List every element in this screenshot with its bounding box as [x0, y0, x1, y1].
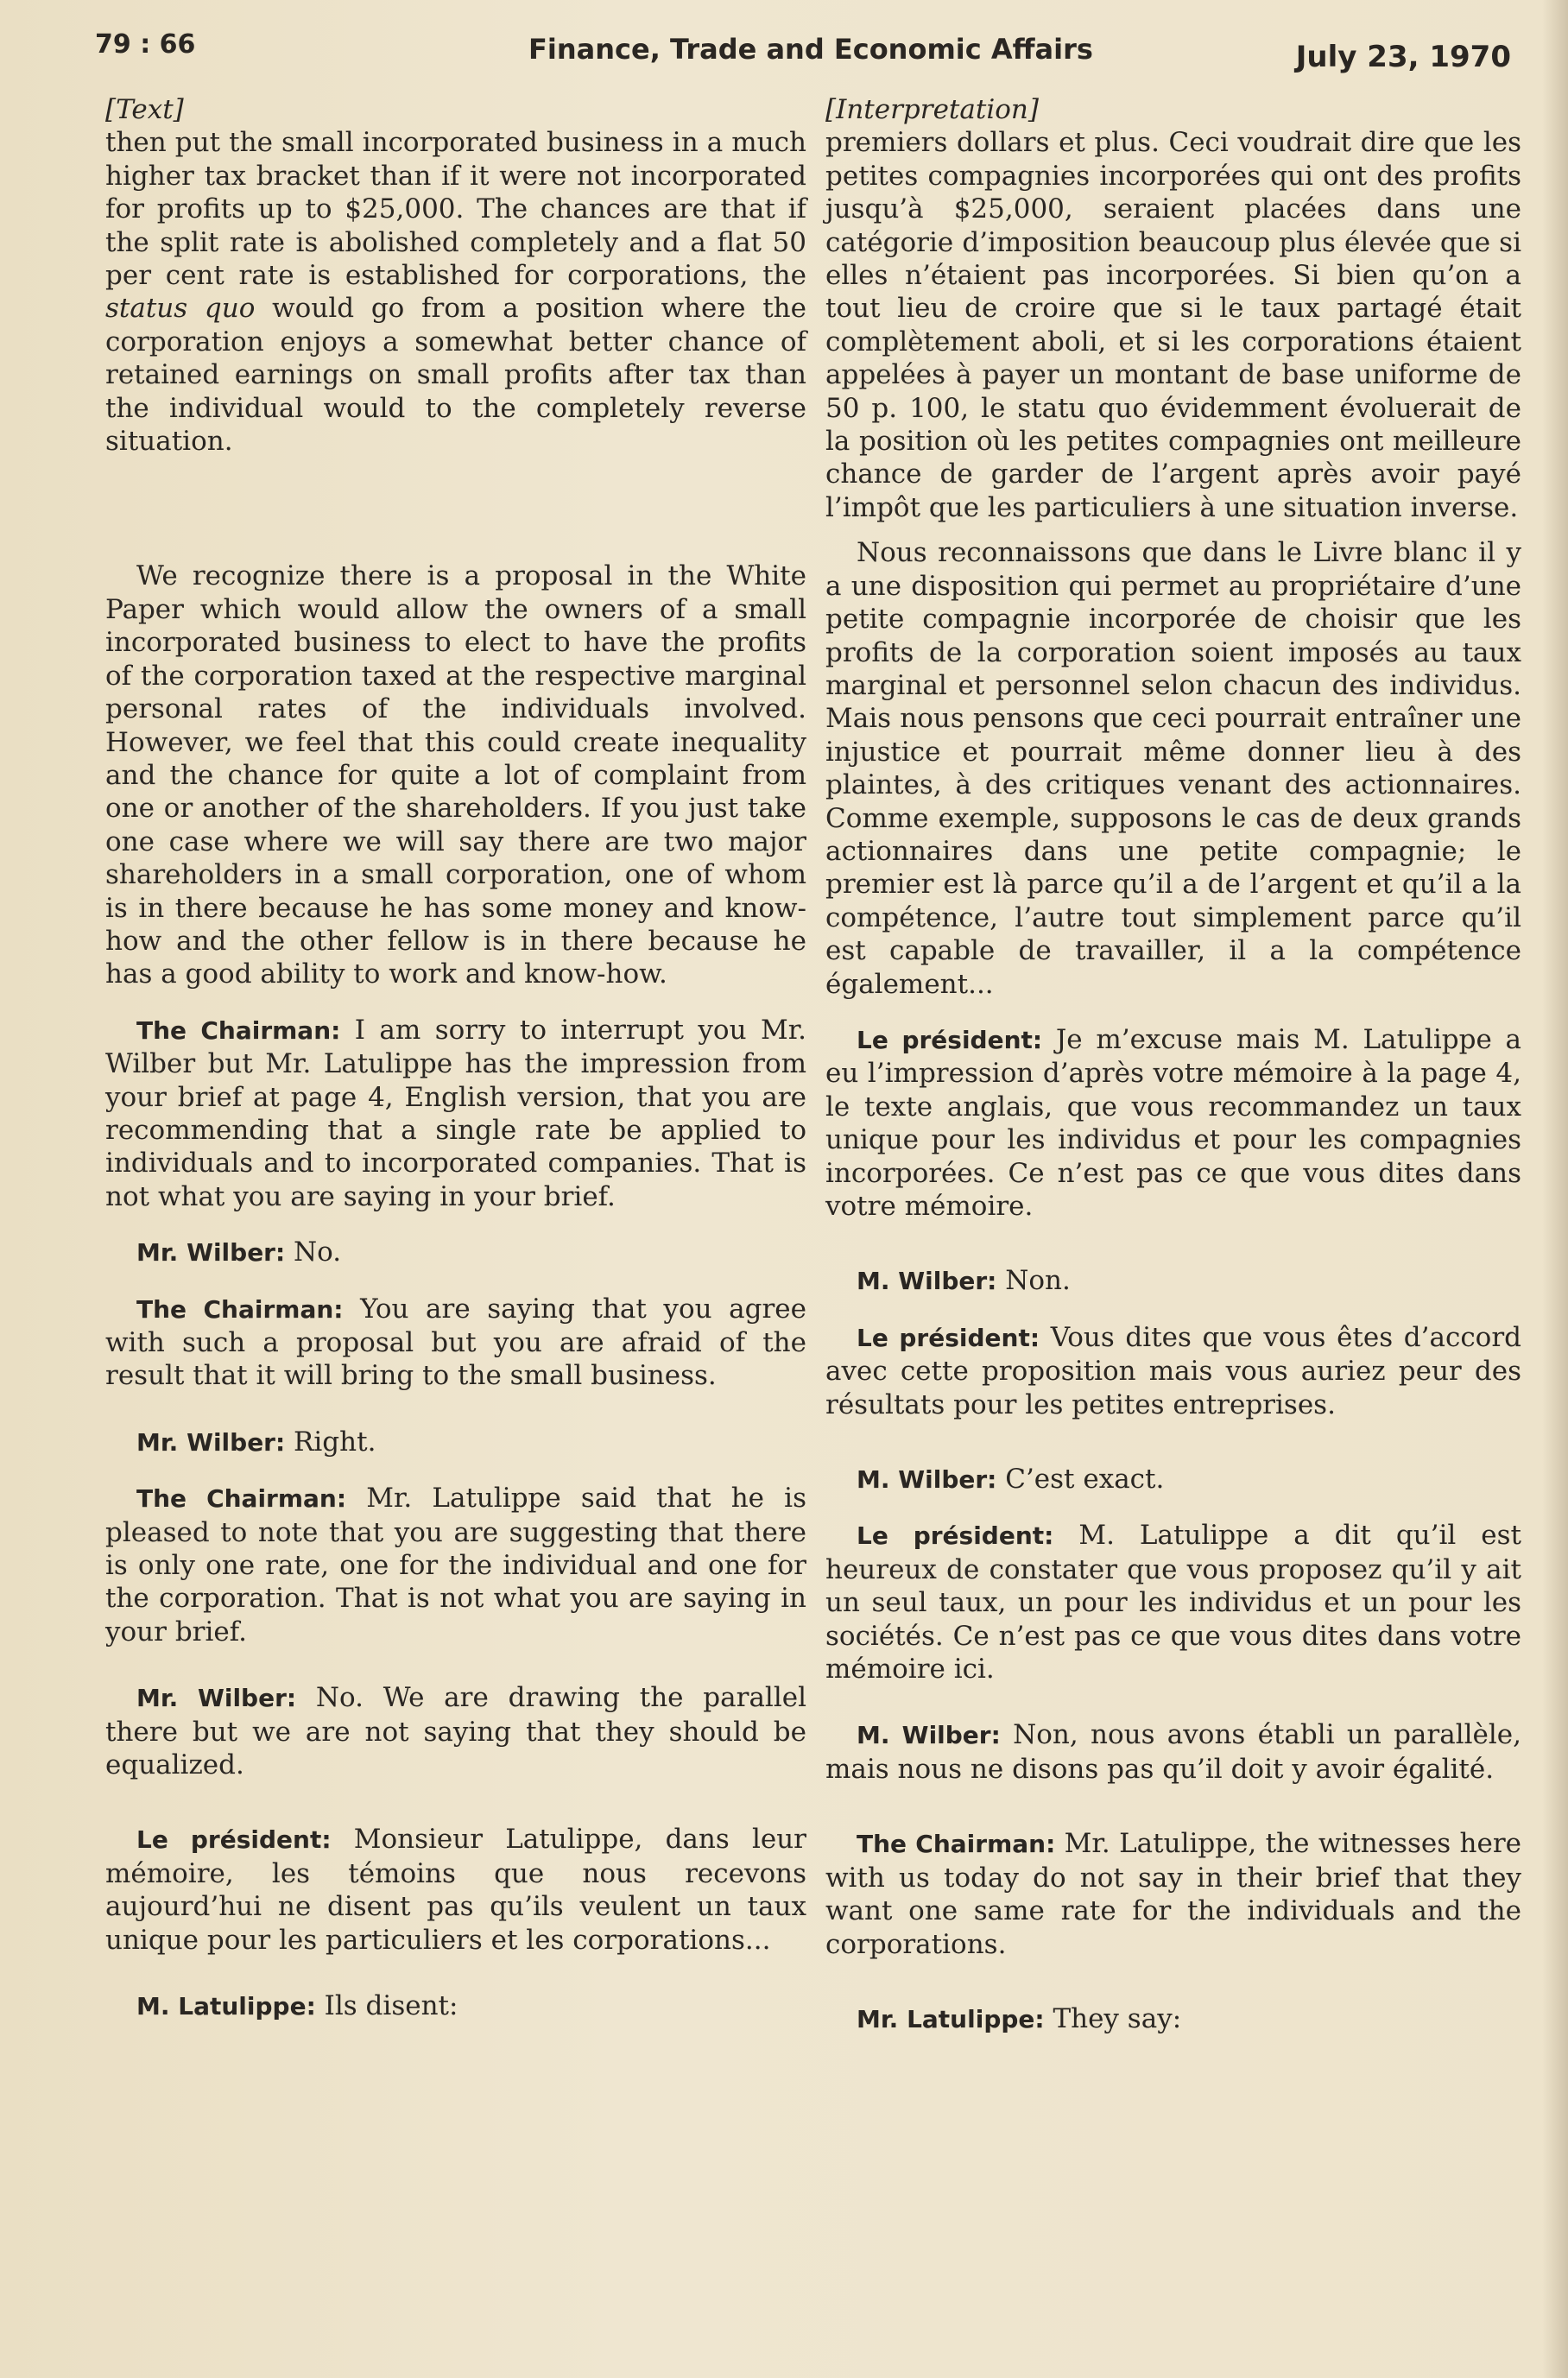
- english-column: [105, 93, 806, 2024]
- speech-8: [825, 2002, 1521, 2036]
- speech-text: Mr. Latulippe, the witnesses here with us today do not say in their brief that they want one same rate for the individuals and the corporations.: [825, 1828, 1521, 1960]
- speech-3: [105, 1293, 806, 1393]
- speech-5: [105, 1482, 806, 1648]
- speech-6: [105, 1681, 806, 1781]
- speaker: The Chairman:: [136, 1294, 344, 1324]
- speech-7: [825, 1827, 1521, 1961]
- speech-text: They say:: [1044, 2002, 1182, 2034]
- paragraph-2: Nous reconnaissons que dans le Livre blanc il y a une disposition qui permet au propriétaire d’une petite compagnie incorporée de choisir que les profits de la corporation soient imposés au taux marginal et personnel selon chacun des individus. Mais nous pensons que ceci pourrait entraîner une injustice et pourrait même donner lieu à des plaintes, à des critiques venant des actionnaires. Comme exemple, supposons le cas de deux grands actionnaires dans une petite compagnie; le premier est là parce qu’il a de l’argent et qu’il a la compétence, l’autre tout simplement parce qu’il est capable de travailler, il a la compétence également...: [825, 537, 1521, 1000]
- page-title: Finance, Trade and Economic Affairs: [528, 33, 1093, 66]
- speaker: Mr. Latulippe:: [857, 2004, 1045, 2033]
- speaker: M. Wilber:: [857, 1465, 997, 1495]
- paragraph-1: premiers dollars et plus. Ceci voudrait dire que les petites compagnies incorporées qui ont des profits jusqu’à $25,000, seraient placées dans une catégorie d’imposition beaucoup plus élevée que si elles n’étaient pas incorporées. Si bien qu’on a tout lieu de croire que si le taux partagé était complètement aboli, et si les corporations étaient appelées à payer un montant de base uniforme de 50 p. 100, le statu quo évidemment évoluerait de la position où les petites compagnies ont meilleure chance de garder de l’argent après avoir payé l’impôt que les particuliers à une situation inverse.: [825, 127, 1521, 523]
- speech-5: [825, 1519, 1521, 1685]
- page-number: 79 : 66: [95, 29, 196, 60]
- page-edge-shadow: [1542, 0, 1568, 2378]
- speech-3: [825, 1321, 1521, 1421]
- speaker: Le président:: [857, 1025, 1043, 1054]
- paragraph-1: [105, 126, 806, 458]
- speech-8: [105, 1989, 806, 2023]
- speech-text: You are saying that you agree with such a proposal but you are afraid of the result that it will bring to the small business.: [105, 1293, 806, 1392]
- speech-text: Mr. Latulippe said that he is pleased to note that you are suggesting that there is only one rate, one for the individual and one for the corporation. That is not what you are saying in your brief.: [105, 1483, 806, 1648]
- speaker: Mr. Wilber:: [136, 1684, 297, 1713]
- paragraph-2: We recognize there is a proposal in the White Paper which would allow the owners of a small incorporated business to elect to have the profits of the corporation taxed at the respective marginal personal rates of the individuals involved. However, we feel that this could create inequality and the chance for quite a lot of complaint from one or another of the shareholders. If you just take one case where we will say there are two major shareholders in a small corporation, one of whom is in there because he has some money and know-how and the other fellow is in there because he has a good ability to work and know-how.: [105, 560, 806, 990]
- speech-text: Monsieur Latulippe, dans leur mémoire, les témoins que nous recevons aujourd’hui ne disent pas qu’ils veulent un taux unique pour les particuliers et les corporations...: [105, 1824, 806, 1956]
- speaker: M. Latulippe:: [136, 1992, 316, 2021]
- speech-6: [825, 1718, 1521, 1786]
- speech-text: Ils disent:: [315, 1990, 458, 2022]
- speech-text: Right.: [285, 1426, 376, 1458]
- speaker: The Chairman:: [857, 1830, 1056, 1859]
- speaker: The Chairman:: [136, 1015, 341, 1045]
- speech-text: No.: [285, 1236, 342, 1268]
- speech-text: Non, nous avons établi un parallèle, mais nous ne disons pas qu’il doit y avoir égalité.: [825, 1719, 1521, 1785]
- speech-1: [825, 1023, 1521, 1223]
- paragraph-text: would go from a position where the corporation enjoys a somewhat better chance of retained earnings on small profits after tax than the individual would to the completely reverse situation.: [105, 293, 806, 458]
- speech-text: C’est exact.: [996, 1464, 1165, 1496]
- speaker: The Chairman:: [136, 1484, 347, 1514]
- speaker: M. Wilber:: [857, 1721, 1001, 1750]
- french-column: [825, 93, 1521, 2036]
- speech-2: [825, 1264, 1521, 1298]
- column-label-text: [Text]: [105, 94, 184, 125]
- speech-1: [105, 1014, 806, 1213]
- speech-text: Non.: [996, 1265, 1071, 1297]
- paragraph-text: then put the small incorporated business in a much higher tax bracket than if it were not incorporated for profits up to $25,000. The chances are that if the split rate is abolished completely and a flat 50 per cent rate is established for corporations, the: [105, 127, 806, 292]
- speech-4: [105, 1426, 806, 1459]
- speech-text: Vous dites que vous êtes d’accord avec cette proposition mais vous auriez peur des résultats pour les petites entreprises.: [825, 1321, 1522, 1420]
- speaker: Mr. Wilber:: [136, 1238, 286, 1268]
- speech-2: [105, 1236, 806, 1269]
- speaker: Le président:: [136, 1825, 332, 1855]
- speech-7: [105, 1823, 806, 1957]
- speaker: Le président:: [857, 1323, 1040, 1352]
- speech-text: No. We are drawing the parallel there but we are not saying that they should be equalized.: [105, 1682, 807, 1781]
- page-date: July 23, 1970: [1295, 40, 1511, 74]
- speaker: M. Wilber:: [857, 1267, 997, 1296]
- speaker: Le président:: [857, 1521, 1054, 1551]
- emphasis-text: status quo: [105, 293, 256, 325]
- speaker: Mr. Wilber:: [136, 1427, 286, 1457]
- speech-text: M. Latulippe a dit qu’il est heureux de constater que vous proposez qu’il y ait un seul taux, un pour les individus et un pour les sociétés. Ce n’est pas ce que vous dites dans votre mémoire ici.: [825, 1520, 1522, 1685]
- column-label-interpretation: [Interpretation]: [825, 94, 1039, 125]
- page-header: [95, 24, 1527, 76]
- speech-text: Je m’excuse mais M. Latulippe a eu l’impression d’après votre mémoire à la page 4, le texte anglais, que vous recommandez un taux unique pour les individus et pour les compagnies incorporées. Ce n’est pas ce que vous dites dans votre mémoire.: [825, 1023, 1521, 1222]
- speech-text: I am sorry to interrupt you Mr. Wilber but Mr. Latulippe has the impression from your brief at page 4, English version, that you are recommending that a single rate be applied to individuals and to incorporated companies. That is not what you are saying in your brief.: [105, 1014, 806, 1212]
- speech-4: [825, 1463, 1521, 1496]
